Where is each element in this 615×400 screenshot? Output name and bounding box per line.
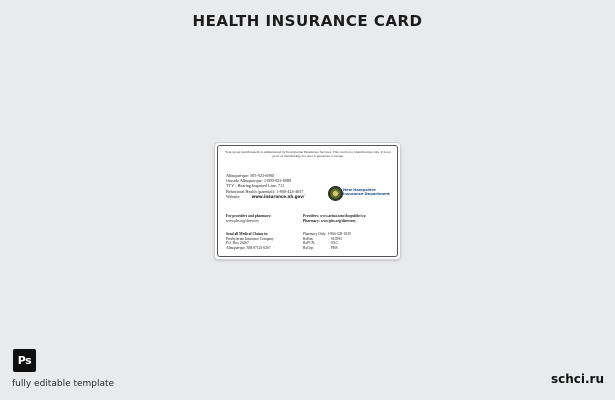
state-seal-icon — [328, 186, 343, 201]
rx-label: RxGrp: — [303, 245, 314, 250]
insurance-card — [214, 142, 401, 260]
rx-value: PHS — [331, 245, 338, 250]
rx-row — [303, 246, 395, 251]
claims-block — [226, 232, 306, 250]
providers-right — [303, 214, 395, 223]
department-line: New Hampshire — [343, 188, 376, 192]
contact-line: Albuquerque: 505-923-6980 — [226, 173, 274, 178]
providers-heading: For providers and pharmacy: — [226, 214, 272, 218]
department-line: Insurance Department — [343, 192, 390, 197]
website-label: Website: — [226, 193, 241, 199]
pharmacy-only: Pharmacy Only: 1-866-328-1829 — [303, 232, 351, 236]
providers-url: www.phs.org/directory — [226, 218, 260, 223]
rx-label: RxPCN: — [303, 241, 316, 246]
claims-address-line: Albuquerque, NM 87125-6267 — [226, 245, 271, 250]
site-label: schci.ru — [550, 372, 604, 386]
rx-value: SXC — [331, 241, 338, 246]
claims-heading: Send all Medical Claims to: — [226, 232, 269, 236]
website-row — [226, 194, 336, 199]
rx-block — [303, 232, 395, 250]
card-border — [217, 145, 398, 257]
contact-line: Behavioral Health (parental): 1-800-424-4657 — [226, 188, 304, 194]
claims-address-line: Presbyterian Insurance Company — [226, 236, 274, 241]
card-disclaimer: Your group health benefit is administered by Presbyterian Healthcare Services. This card is for identification only. It is not proof of membership nor does it guarantee coverage. — [224, 150, 392, 159]
website-url: www.insurance.nh.gov/ — [251, 193, 305, 199]
contact-line: TTY - Hearing Impaired Line: 711 — [226, 183, 285, 189]
rx-label: RxBin: — [303, 236, 314, 241]
contact-list — [226, 173, 336, 199]
pharmacy-right: Pharmacy: www.phs.org/directory — [303, 218, 356, 223]
rx-value: 610593 — [331, 236, 342, 241]
photoshop-icon: Ps — [13, 349, 36, 372]
department-name — [343, 188, 395, 197]
providers-right-heading: Providers: www.aetna.com/docpublic/wa — [303, 214, 366, 218]
page-title: HEALTH INSURANCE CARD — [192, 12, 423, 30]
claims-address-line: P.O. Box 26267 — [226, 241, 249, 246]
contact-line: Outside Albuquerque: 1-800-923-6980 — [226, 178, 292, 184]
template-label: fully editable template — [12, 379, 115, 389]
providers-left — [226, 214, 306, 223]
